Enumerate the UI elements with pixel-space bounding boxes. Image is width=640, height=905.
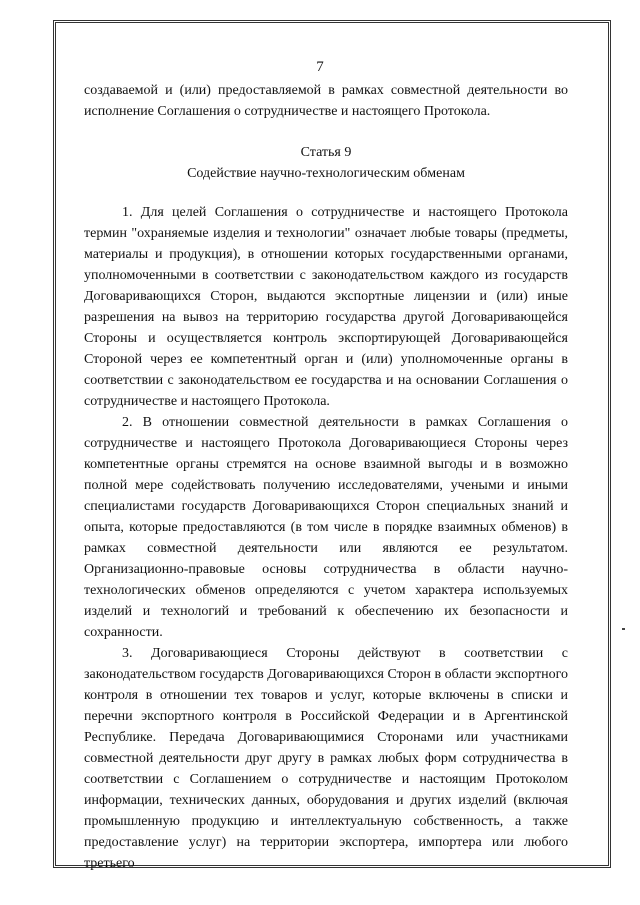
margin-mark [622,628,625,630]
article-title: Содействие научно-технологическим обменам [187,166,465,181]
paragraph-3: 3. Договаривающиеся Стороны действуют в соответствии с законодательством государств Договаривающихся Сторон в области экспортного контроля в отношении тех товаров и услуг, которые включены в списки и перечни экспортного контроля в Российской Федерации и в Аргентинской Республике. Передача Договаривающимися Сторонами или участниками совместной деятельности друг другу в рамках любых форм сотрудничества в соответствии с Соглашением о сотрудничестве и настоящим Протоколом информации, технических данных, оборудования и других изделий (включая промышленную продукцию и интеллектуальную собственность, а также предоставление услуг) на территории экспортера, импортера или любого третьего [84,646,568,871]
document-body [84,80,568,874]
article-header [84,142,568,184]
intro-paragraph: создаваемой и (или) предоставляемой в рамках совместной деятельности во исполнение Соглашения о сотрудничестве и настоящего Протокола. [84,83,568,119]
article-heading: Статья 9 [300,145,352,160]
paragraph-2: 2. В отношении совместной деятельности в рамках Соглашения о сотрудничестве и настоящего Протокола Договаривающиеся Стороны через компетентные органы стремятся на основе взаимной выгоды и в возможно полной мере содействовать получению исследователями, учеными и иными специалистами государств Договаривающихся Сторон специальных знаний и опыта, которые предоставляются (в том числе в порядке взаимных обменов) в рамках совместной деятельности или являются ее результатом. Организационно-правовые основы сотрудничества в области научно-технологических обменов определяются с учетом характера используемых изделий и технологий и требований к обеспечению их безопасности и сохранности. [84,415,568,640]
page-number: 7 [316,59,324,75]
paragraph-1: 1. Для целей Соглашения о сотрудничестве и настоящего Протокола термин "охраняемые изделия и технологии" означает любые товары (предметы, материалы и продукция), в отношении которых государственными органами, уполномоченными в соответствии с законодательством каждого из государств Договаривающихся Сторон, выдаются экспортные лицензии и (или) иные разрешения на вывоз на территорию государства другой Договаривающейся Стороны и осуществляется контроль экспортирующей Договаривающейся Стороной через ее компетентный орган и (или) уполномоченные органы в соответствии с законодательством ее государства и на основании Соглашения о сотрудничестве и настоящего Протокола. [84,205,568,409]
